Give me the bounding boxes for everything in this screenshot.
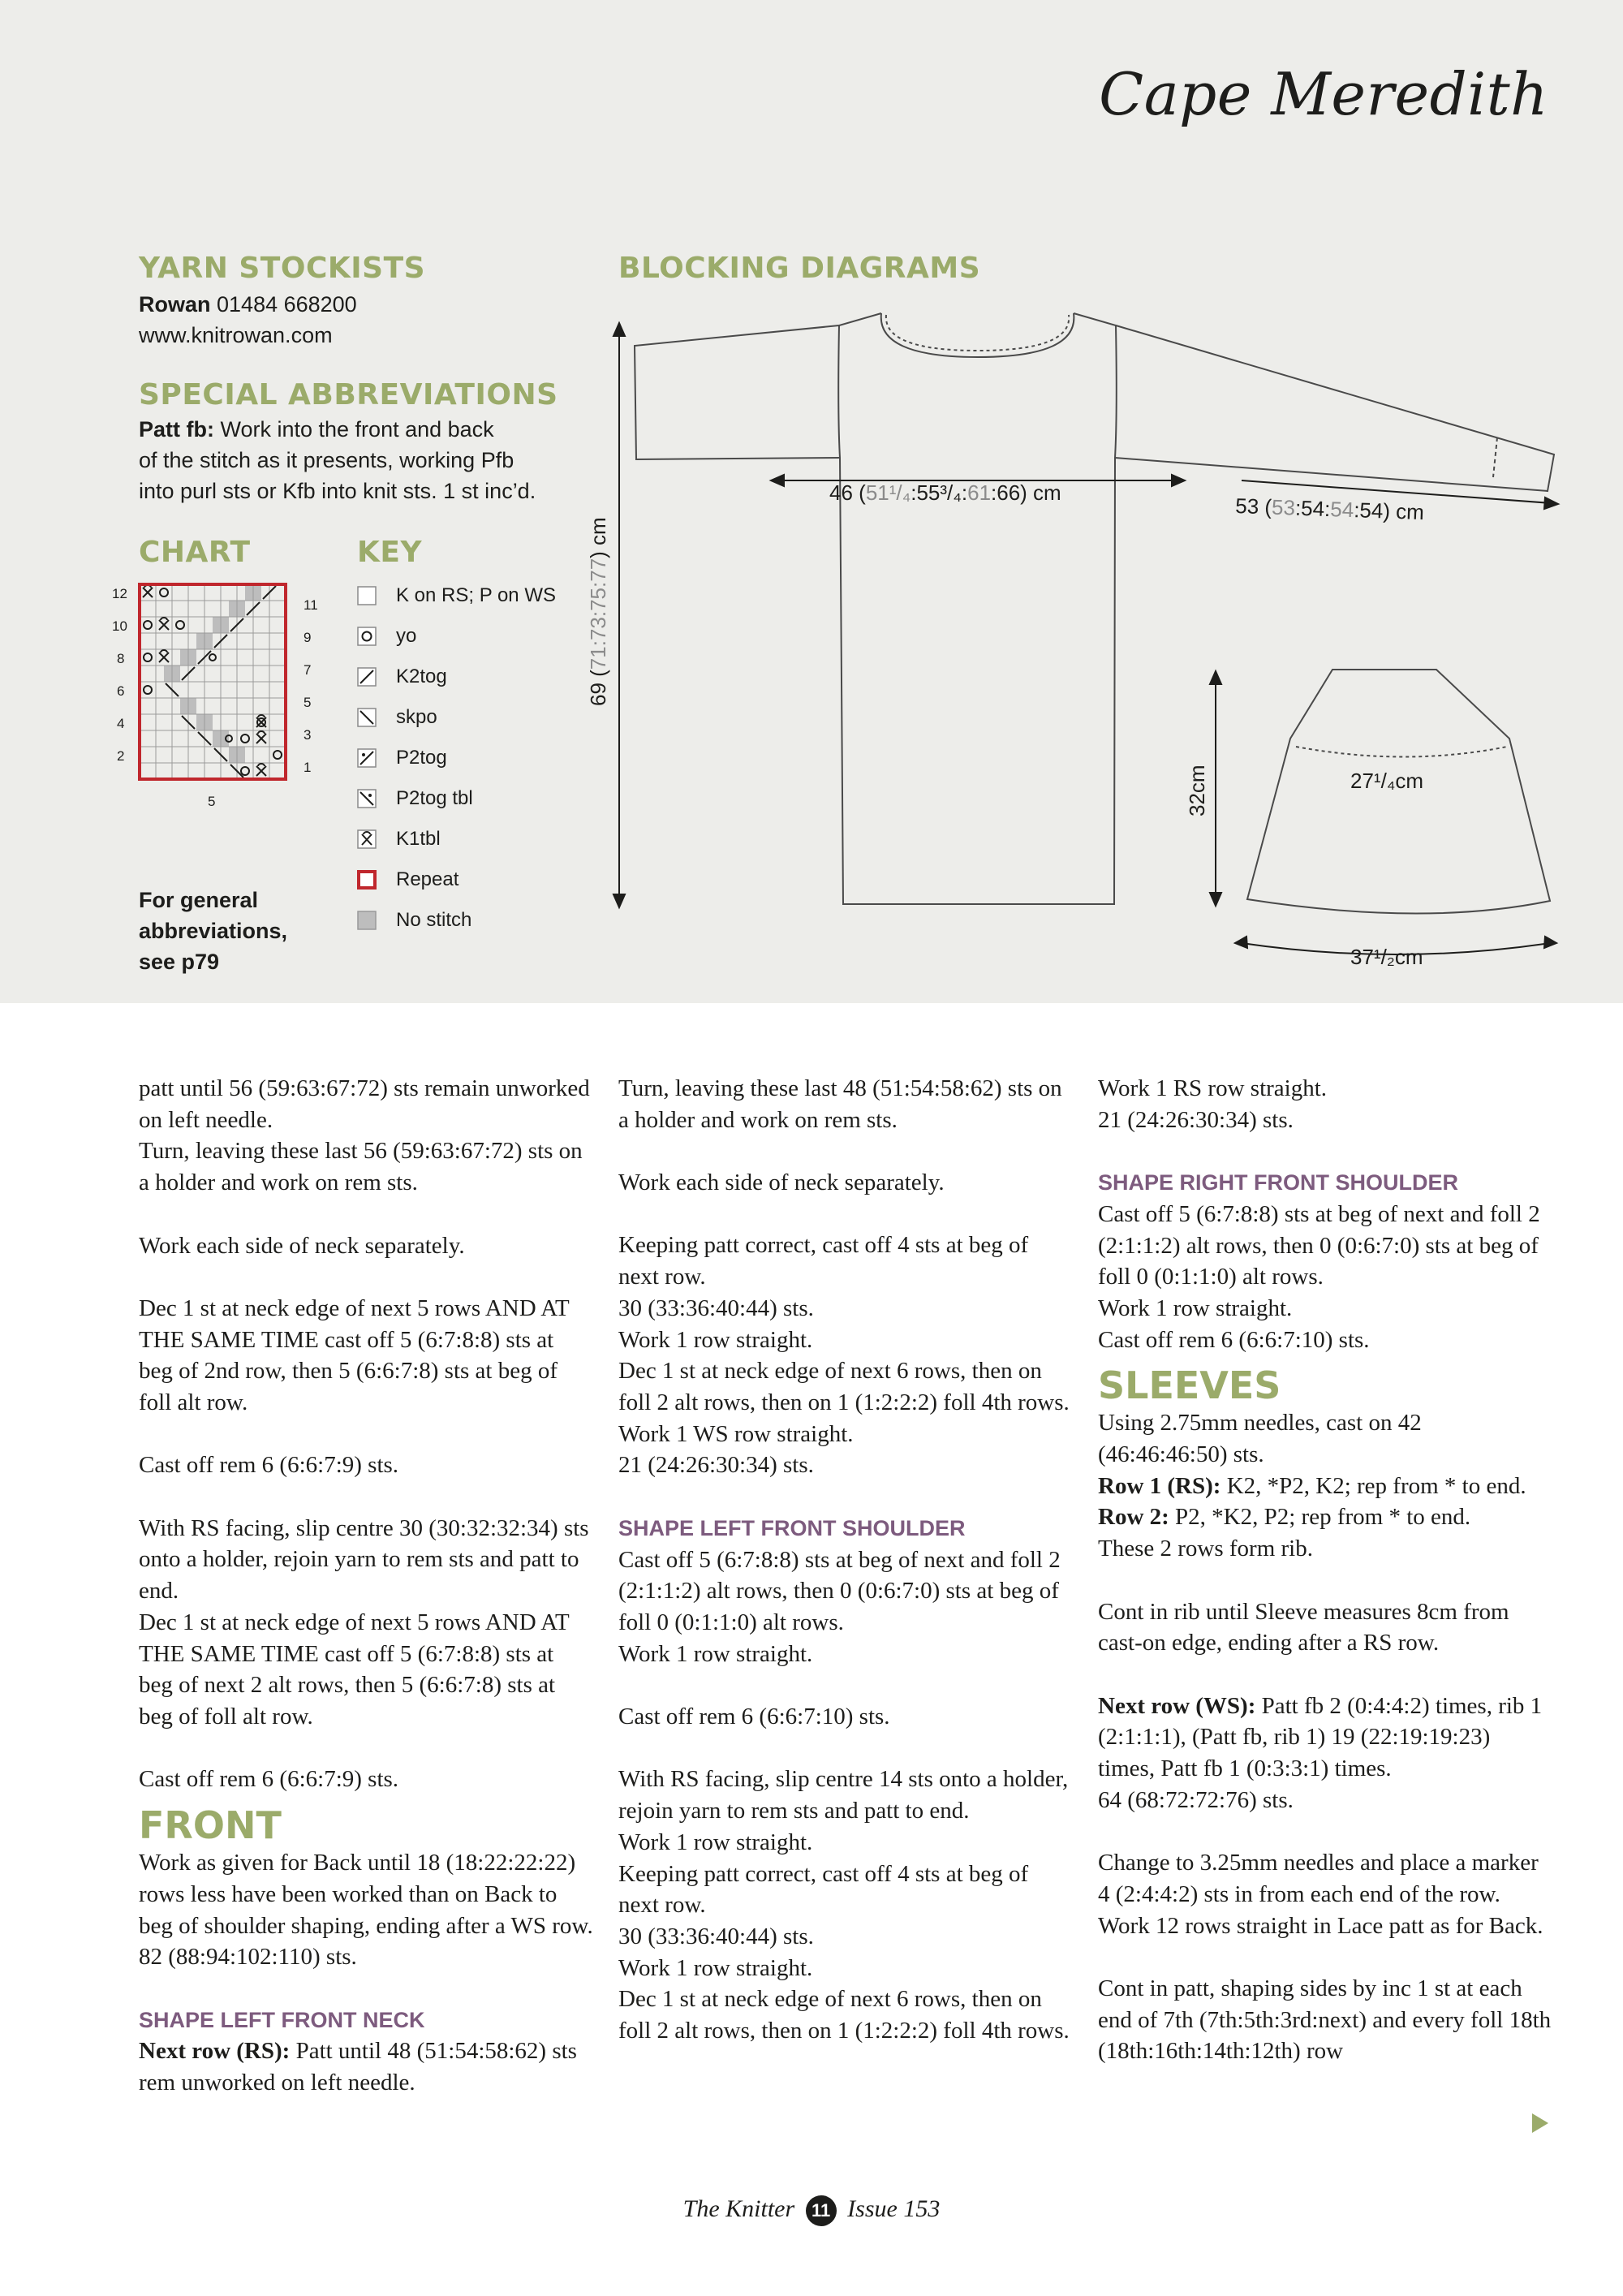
shape-left-front-shoulder-heading: SHAPE LEFT FRONT SHOULDER [618, 1515, 966, 1540]
pattern-paragraph: Work as given for Back until 18 (18:22:22:22) rows less have been worked than on Back to beg of shoulder shaping, ending after a WS row. [139, 1850, 593, 1939]
chest-measurement [829, 480, 1061, 505]
sweater-neckline [881, 313, 1074, 357]
pattern-paragraph: Work 1 WS row straight. [618, 1420, 854, 1447]
yoke-top-measurement: 27¹/₄cm [1350, 769, 1424, 793]
chart-row-label: 1 [304, 760, 312, 775]
measure-part: :54: [1294, 495, 1331, 522]
page-title: Cape Meredith [1099, 60, 1548, 128]
general-abbreviations-note [139, 885, 287, 977]
key-item [357, 827, 441, 851]
yoke-bottom-measurement: 37¹/₂cm [1350, 945, 1423, 969]
chart-row-label: 7 [304, 662, 312, 678]
chart-row-label: 9 [304, 630, 312, 645]
key-item [357, 786, 473, 811]
measure-part: 51¹/₄ [865, 480, 911, 505]
note-line: For general [139, 888, 259, 912]
pattern-paragraph: Dec 1 st at neck edge of next 5 rows AND AT THE SAME TIME cast off 5 (6:7:8:8) sts at beg of next 2 alt rows, then 5 (6:6:7:8) sts at beg of foll alt row. [139, 1609, 570, 1730]
yarn-stockists [139, 289, 357, 351]
row-text: Patt until 48 (51:54:58:62) sts rem unworked on left needle. [139, 2038, 577, 2096]
sleeve-measurement [1235, 493, 1425, 524]
chart-row-label: 11 [304, 597, 318, 613]
abbrev-line: into purl sts or Kfb into knit sts. 1 st inc’d. [139, 479, 536, 503]
key-label: skpo [396, 706, 437, 728]
pattern-paragraph: patt until 56 (59:63:67:72) sts remain unworked on left needle. [139, 1075, 590, 1133]
row-label: Next row (WS): [1098, 1692, 1256, 1719]
measure-part: ) cm [586, 517, 610, 558]
chart-heading: CHART [139, 536, 251, 569]
pattern-paragraph: These 2 rows form rib. [1098, 1536, 1313, 1562]
key-item [357, 624, 416, 648]
pattern-paragraph: Work each side of neck separately. [618, 1170, 945, 1196]
abbrev-line: of the stitch as it presents, working Pfb [139, 448, 514, 472]
chart-row-label: 5 [304, 695, 312, 710]
circle-yo-icon [357, 627, 377, 646]
pattern-paragraph: Work 1 row straight. [618, 1954, 813, 1981]
pattern-paragraph: Keeping patt correct, cast off 4 sts at beg of next row. [618, 1860, 1029, 1919]
measure-part: 61 [967, 480, 992, 505]
pattern-paragraph [1098, 1471, 1552, 1502]
chart-stitch-label: 5 [208, 794, 216, 809]
row-text: K2, *P2, K2; rep from * to end. [1220, 1472, 1526, 1499]
row-text: Patt fb 2 (0:4:4:2) times, rib 1 (2:1:1:1), (Patt fb, rib 1) 19 (22:19:19:23) times, Patt fb 1 (0:3:3:1) times. [1098, 1692, 1543, 1782]
row-label: Next row (RS): [139, 2038, 291, 2065]
key-label: P2tog tbl [396, 787, 473, 809]
special-abbreviations-heading: SPECIAL ABBREVIATIONS [139, 378, 558, 411]
pattern-paragraph: Dec 1 st at neck edge of next 6 rows, then on foll 2 alt rows, then on 1 (1:2:2:2) foll 4th rows. [618, 1358, 1070, 1415]
backslash-icon [357, 708, 377, 727]
pattern-paragraph: 21 (24:26:30:34) sts. [618, 1452, 814, 1479]
key-item [357, 705, 437, 730]
front-heading: FRONT [139, 1803, 282, 1848]
shape-left-front-neck-heading: SHAPE LEFT FRONT NECK [139, 2007, 425, 2032]
pattern-paragraph [139, 2035, 593, 2098]
twist-icon [357, 829, 377, 849]
yarn-website: www.knitrowan.com [139, 323, 333, 347]
key-label: K2tog [396, 666, 447, 687]
blocking-diagram [568, 300, 1574, 982]
key-label: K1tbl [396, 828, 441, 850]
grey-square-icon [357, 911, 377, 930]
key-label: yo [396, 625, 417, 647]
lace-chart [105, 576, 341, 812]
special-abbreviations [139, 414, 536, 506]
pattern-paragraph: Work 1 row straight. [1098, 1294, 1293, 1321]
pattern-paragraph: Cast off 5 (6:7:8:8) sts at beg of next and foll 2 (2:1:1:2) alt rows, then 0 (0:6:7:0) sts at beg of foll 0 (0:1:1:0) alt rows. [1098, 1200, 1540, 1290]
pattern-paragraph: Cast off 5 (6:7:8:8) sts at beg of next and foll 2 (2:1:1:2) alt rows, then 0 (0:6:7:0) sts at beg of foll 0 (0:1:1:0) alt rows. [618, 1546, 1061, 1635]
pattern-paragraph: Work each side of neck separately. [139, 1232, 465, 1259]
pattern-paragraph: Using 2.75mm needles, cast on 42 (46:46:46:50) sts. [1098, 1410, 1422, 1468]
yarn-stockists-heading: YARN STOCKISTS [139, 252, 426, 285]
key-label: No stitch [396, 909, 472, 931]
key-item [357, 584, 556, 608]
measure-part: :54) cm [1353, 498, 1425, 525]
chart-grid [140, 584, 286, 779]
key-item [357, 665, 447, 689]
continue-arrow-icon [1532, 2113, 1548, 2133]
pattern-paragraph: 64 (68:72:72:76) sts. [1098, 1786, 1294, 1813]
shape-right-front-shoulder-heading: SHAPE RIGHT FRONT SHOULDER [1098, 1170, 1459, 1195]
blank-square-icon [357, 586, 377, 605]
pattern-paragraph: Cont in patt, shaping sides by inc 1 st at each end of 7th (7th:5th:3rd:next) and every foll 18th (18th:16th:14th:12th) row [1098, 1975, 1552, 2065]
pattern-paragraph: Keeping patt correct, cast off 4 sts at beg of next row. [618, 1232, 1029, 1290]
magazine-name: The Knitter [682, 2195, 795, 2222]
blocking-diagrams-heading: BLOCKING DIAGRAMS [618, 252, 981, 285]
pattern-paragraph: 30 (33:36:40:44) sts. [618, 1923, 814, 1949]
measure-part: :55³/₄: [911, 480, 968, 505]
length-measurement [586, 517, 610, 706]
pattern-paragraph: Work 1 RS row straight. [1098, 1075, 1328, 1101]
yoke-depth-measurement: 32cm [1185, 765, 1209, 816]
measure-part: 54 [1329, 497, 1354, 523]
pattern-paragraph: With RS facing, slip centre 30 (30:32:32:34) sts onto a holder, rejoin yarn to rem sts and patt to end. [139, 1514, 589, 1605]
key-label: Repeat [396, 868, 459, 890]
pattern-paragraph [1098, 1501, 1552, 1533]
page-number: 11 [806, 2195, 837, 2226]
sleeves-heading: SLEEVES [1098, 1363, 1281, 1408]
backslash-dot-icon [357, 789, 377, 808]
key-item [357, 908, 471, 933]
pattern-paragraph: With RS facing, slip centre 14 sts onto a holder, rejoin yarn to rem sts and patt to end. [618, 1766, 1069, 1824]
pattern-paragraph: 30 (33:36:40:44) sts. [618, 1294, 814, 1321]
note-line: see p79 [139, 950, 220, 974]
pattern-paragraph: Cast off rem 6 (6:6:7:10) sts. [618, 1704, 890, 1730]
sweater-body-outline [838, 313, 1117, 904]
pattern-paragraph: Cont in rib until Sleeve measures 8cm from cast-on edge, ending after a RS row. [1098, 1598, 1509, 1656]
pattern-column-3 [1098, 1073, 1552, 2067]
pattern-paragraph: Work 12 rows straight in Lace patt as for Back. [1098, 1912, 1543, 1939]
key-heading: KEY [357, 536, 423, 569]
key-item [357, 746, 447, 770]
pattern-paragraph: Cast off rem 6 (6:6:7:10) sts. [1098, 1326, 1370, 1353]
pattern-paragraph: Turn, leaving these last 56 (59:63:67:72) sts on a holder and work on rem sts. [139, 1138, 583, 1196]
pattern-paragraph: Work 1 row straight. [618, 1640, 813, 1667]
chart-row-label: 2 [117, 748, 125, 764]
pattern-paragraph: Work 1 row straight. [618, 1829, 813, 1855]
row-label: Row 2: [1098, 1504, 1169, 1531]
page-footer [0, 2195, 1623, 2226]
chart-row-label: 10 [112, 618, 127, 634]
yarn-brand: Rowan [139, 292, 211, 317]
pattern-paragraph: Dec 1 st at neck edge of next 6 rows, then on foll 2 alt rows, then on 1 (1:2:2:2) foll 4th rows. [618, 1986, 1070, 2044]
pattern-paragraph: Cast off rem 6 (6:6:7:9) sts. [139, 1452, 399, 1479]
pattern-paragraph: 82 (88:94:102:110) sts. [139, 1944, 357, 1971]
measure-part: 53 ( [1234, 493, 1272, 519]
chart-row-label: 12 [112, 586, 127, 601]
chart-row-label: 4 [117, 716, 125, 731]
measure-part: 71:73:75:77 [586, 558, 610, 670]
pattern-paragraph [1098, 1691, 1552, 1785]
abbrev-line: Work into the front and back [213, 417, 494, 442]
measure-part: 46 ( [829, 480, 866, 505]
key-item [357, 868, 458, 892]
pattern-column-1 [139, 1073, 593, 2099]
row-label: Row 1 (RS): [1098, 1472, 1221, 1499]
pattern-paragraph: Change to 3.25mm needles and place a marker 4 (2:4:4:2) sts in from each end of the row. [1098, 1850, 1539, 1907]
measure-part: :66) cm [991, 480, 1061, 505]
pattern-column-2 [618, 1073, 1073, 2047]
slash-icon [357, 667, 377, 687]
key-label: P2tog [396, 747, 447, 769]
pattern-paragraph: Work 1 row straight. [618, 1326, 813, 1353]
measure-part: 53 [1271, 494, 1296, 520]
yarn-phone: 01484 668200 [210, 292, 357, 317]
pattern-paragraph: Turn, leaving these last 48 (51:54:58:62) sts on a holder and work on rem sts. [618, 1075, 1062, 1133]
pattern-paragraph: Cast off rem 6 (6:6:7:9) sts. [139, 1766, 399, 1793]
chart-row-label: 6 [117, 683, 125, 699]
chart-row-label: 3 [304, 727, 312, 743]
note-line: abbreviations, [139, 919, 288, 943]
pattern-paragraph: Dec 1 st at neck edge of next 5 rows AND AT THE SAME TIME cast off 5 (6:7:8:8) sts at beg of 2nd row, then 5 (6:6:7:8) sts at beg of foll alt row. [139, 1294, 570, 1415]
abbrev-term: Patt fb: [139, 417, 214, 442]
issue-number: Issue 153 [847, 2195, 941, 2222]
red-repeat-icon [357, 870, 377, 890]
key-label: K on RS; P on WS [396, 584, 556, 606]
row-text: P2, *K2, P2; rep from * to end. [1169, 1504, 1471, 1531]
slash-dot-icon [357, 748, 377, 768]
measure-part: 69 ( [586, 670, 610, 706]
pattern-paragraph: 21 (24:26:30:34) sts. [1098, 1106, 1294, 1133]
chart-row-label: 8 [117, 651, 125, 666]
